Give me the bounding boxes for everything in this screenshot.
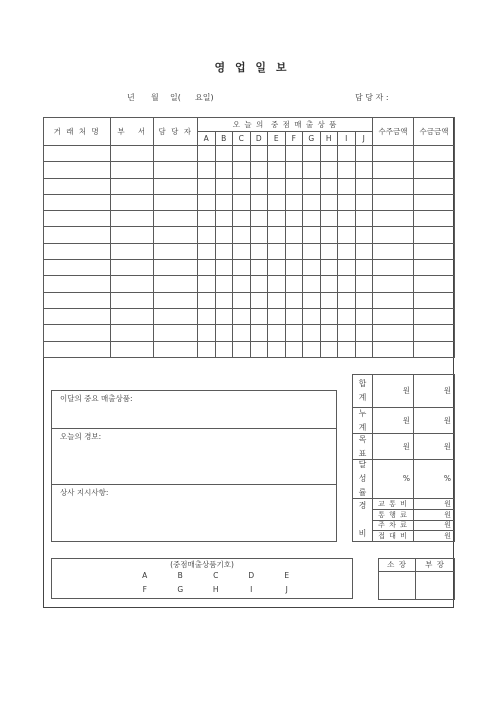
manager-header: 담 당 자 bbox=[154, 118, 198, 146]
product-cell-j bbox=[355, 243, 373, 259]
product-cell-b bbox=[215, 243, 233, 259]
product-cell-e bbox=[268, 243, 286, 259]
product-cell-a bbox=[198, 276, 216, 292]
product-cell-c bbox=[233, 276, 251, 292]
product-cell-j bbox=[355, 308, 373, 324]
product-cell-f bbox=[285, 243, 303, 259]
table-row bbox=[44, 292, 455, 308]
legend-code: G bbox=[177, 585, 184, 594]
target-order-unit: 원 bbox=[373, 434, 414, 460]
department-header: 부 서 bbox=[111, 118, 154, 146]
manager-cell bbox=[154, 211, 198, 227]
total-collection-unit: 원 bbox=[414, 375, 455, 408]
expense-name: 교 통 비 bbox=[373, 499, 414, 510]
approval-header-row bbox=[379, 559, 455, 572]
client-cell bbox=[44, 341, 111, 357]
product-cell-e bbox=[268, 227, 286, 243]
department-cell bbox=[111, 325, 154, 341]
product-cell-e bbox=[268, 308, 286, 324]
product-cell-f bbox=[285, 292, 303, 308]
expense-unit: 원 bbox=[414, 531, 455, 542]
table-row bbox=[44, 178, 455, 194]
collection-amount-cell bbox=[414, 341, 455, 357]
product-code-e: E bbox=[268, 132, 286, 146]
collection-amount-cell bbox=[414, 292, 455, 308]
table-row bbox=[44, 227, 455, 243]
collection-amount-cell bbox=[414, 325, 455, 341]
manager-label: 담 당 자 : bbox=[355, 93, 389, 102]
product-code-f: F bbox=[285, 132, 303, 146]
product-cell-c bbox=[233, 341, 251, 357]
client-cell bbox=[44, 292, 111, 308]
product-cell-e bbox=[268, 260, 286, 276]
product-cell-c bbox=[233, 325, 251, 341]
achievement-rate-order-unit: % bbox=[373, 460, 414, 499]
collection-amount-cell bbox=[414, 276, 455, 292]
client-cell bbox=[44, 243, 111, 259]
product-cell-a bbox=[198, 146, 216, 162]
product-cell-j bbox=[355, 276, 373, 292]
expense-unit: 원 bbox=[414, 509, 455, 520]
product-cell-a bbox=[198, 178, 216, 194]
product-cell-c bbox=[233, 178, 251, 194]
client-cell bbox=[44, 162, 111, 178]
product-cell-a bbox=[198, 162, 216, 178]
product-cell-j bbox=[355, 325, 373, 341]
achievement-rate-row bbox=[353, 460, 455, 499]
target-label: 목표 bbox=[358, 434, 367, 458]
client-cell bbox=[44, 325, 111, 341]
collection-amount-cell bbox=[414, 227, 455, 243]
target-collection-unit: 원 bbox=[414, 434, 455, 460]
product-code-a: A bbox=[198, 132, 216, 146]
department-cell bbox=[111, 178, 154, 194]
product-cell-c bbox=[233, 227, 251, 243]
department-cell bbox=[111, 162, 154, 178]
product-cell-h bbox=[320, 194, 338, 210]
legend-code: J bbox=[285, 585, 288, 594]
product-cell-b bbox=[215, 146, 233, 162]
product-cell-f bbox=[285, 341, 303, 357]
collection-amount-cell bbox=[414, 146, 455, 162]
order-amount-cell bbox=[373, 243, 414, 259]
product-cell-g bbox=[303, 341, 321, 357]
expense-label-cell bbox=[353, 499, 373, 542]
manager-cell bbox=[154, 260, 198, 276]
product-cell-h bbox=[320, 146, 338, 162]
department-cell bbox=[111, 260, 154, 276]
order-amount-cell bbox=[373, 341, 414, 357]
target-label-cell bbox=[353, 434, 373, 460]
product-cell-d bbox=[250, 341, 268, 357]
manager-cell bbox=[154, 341, 198, 357]
product-cell-b bbox=[215, 276, 233, 292]
collection-amount-cell bbox=[414, 178, 455, 194]
product-cell-d bbox=[250, 292, 268, 308]
product-code-d: D bbox=[250, 132, 268, 146]
department-cell bbox=[111, 243, 154, 259]
manager-cell bbox=[154, 308, 198, 324]
product-cell-b bbox=[215, 341, 233, 357]
product-cell-d bbox=[250, 243, 268, 259]
product-code-g: G bbox=[303, 132, 321, 146]
ledger-body bbox=[44, 146, 455, 358]
order-amount-cell bbox=[373, 308, 414, 324]
product-cell-b bbox=[215, 211, 233, 227]
table-row bbox=[44, 341, 455, 357]
order-amount-cell bbox=[373, 211, 414, 227]
legend-code-row bbox=[127, 585, 305, 595]
product-cell-f bbox=[285, 227, 303, 243]
product-cell-i bbox=[338, 292, 356, 308]
collection-amount-cell bbox=[414, 260, 455, 276]
product-code-h: H bbox=[320, 132, 338, 146]
approval-sign-row bbox=[379, 572, 455, 600]
product-code-j: J bbox=[355, 132, 373, 146]
product-cell-d bbox=[250, 211, 268, 227]
todays-alert-section bbox=[52, 429, 336, 485]
product-cell-i bbox=[338, 178, 356, 194]
legend-title: (중점매출상품기호) bbox=[170, 560, 234, 569]
product-cell-h bbox=[320, 308, 338, 324]
target-row bbox=[353, 434, 455, 460]
manager-cell bbox=[154, 292, 198, 308]
product-cell-h bbox=[320, 162, 338, 178]
product-cell-e bbox=[268, 162, 286, 178]
manager-cell bbox=[154, 162, 198, 178]
product-cell-b bbox=[215, 178, 233, 194]
product-cell-d bbox=[250, 227, 268, 243]
product-cell-g bbox=[303, 325, 321, 341]
order-amount-cell bbox=[373, 194, 414, 210]
product-cell-e bbox=[268, 292, 286, 308]
manager-cell bbox=[154, 276, 198, 292]
product-cell-b bbox=[215, 260, 233, 276]
department-cell bbox=[111, 292, 154, 308]
product-cell-e bbox=[268, 325, 286, 341]
product-cell-g bbox=[303, 260, 321, 276]
achievement-rate-collection-unit: % bbox=[414, 460, 455, 499]
legend-code: H bbox=[212, 585, 219, 594]
product-cell-a bbox=[198, 341, 216, 357]
product-cell-h bbox=[320, 178, 338, 194]
expense-unit: 원 bbox=[414, 499, 455, 510]
product-cell-d bbox=[250, 194, 268, 210]
product-cell-j bbox=[355, 211, 373, 227]
key-products-header: 오 늘 의 중 점 매 출 상 품 bbox=[198, 118, 373, 132]
product-cell-a bbox=[198, 227, 216, 243]
product-cell-d bbox=[250, 325, 268, 341]
sales-ledger-table bbox=[43, 117, 455, 358]
product-cell-g bbox=[303, 211, 321, 227]
department-cell bbox=[111, 146, 154, 162]
weekday-label: 요일) bbox=[195, 93, 214, 102]
product-cell-g bbox=[303, 308, 321, 324]
monthly-key-products-section bbox=[52, 391, 336, 429]
expense-name: 통 행 료 bbox=[373, 509, 414, 520]
product-cell-i bbox=[338, 162, 356, 178]
collection-amount-cell bbox=[414, 308, 455, 324]
approval-table bbox=[378, 558, 455, 600]
table-row bbox=[44, 146, 455, 162]
legend-code: C bbox=[213, 571, 219, 580]
legend-code: E bbox=[284, 571, 290, 580]
department-cell bbox=[111, 308, 154, 324]
product-cell-i bbox=[338, 308, 356, 324]
legend-code: D bbox=[248, 571, 255, 580]
product-cell-h bbox=[320, 243, 338, 259]
product-cell-d bbox=[250, 260, 268, 276]
total-order-unit: 원 bbox=[373, 375, 414, 408]
client-cell bbox=[44, 211, 111, 227]
total-row bbox=[353, 375, 455, 408]
table-row bbox=[44, 162, 455, 178]
legend-code: A bbox=[142, 571, 148, 580]
product-cell-i bbox=[338, 325, 356, 341]
table-row bbox=[44, 276, 455, 292]
manager-cell bbox=[154, 194, 198, 210]
todays-alert-label: 오늘의 경보: bbox=[60, 432, 102, 441]
supervisor-instructions-label: 상사 지시사항: bbox=[60, 488, 109, 497]
manager-cell bbox=[154, 243, 198, 259]
product-cell-i bbox=[338, 260, 356, 276]
product-cell-f bbox=[285, 194, 303, 210]
product-cell-a bbox=[198, 260, 216, 276]
product-cell-f bbox=[285, 308, 303, 324]
product-cell-e bbox=[268, 276, 286, 292]
department-cell bbox=[111, 341, 154, 357]
client-cell bbox=[44, 308, 111, 324]
product-cell-e bbox=[268, 146, 286, 162]
cumulative-row bbox=[353, 408, 455, 434]
table-row bbox=[44, 211, 455, 227]
product-cell-c bbox=[233, 292, 251, 308]
month-label: 월 bbox=[151, 93, 159, 102]
product-cell-i bbox=[338, 227, 356, 243]
total-label: 합계 bbox=[358, 379, 367, 402]
product-cell-a bbox=[198, 308, 216, 324]
product-cell-g bbox=[303, 146, 321, 162]
product-cell-h bbox=[320, 260, 338, 276]
product-cell-b bbox=[215, 292, 233, 308]
table-row bbox=[44, 194, 455, 210]
client-header: 거 래 처 명 bbox=[44, 118, 111, 146]
sales-summary-table bbox=[352, 374, 455, 542]
product-cell-f bbox=[285, 162, 303, 178]
cumulative-label: 누계 bbox=[358, 408, 367, 432]
order-amount-cell bbox=[373, 325, 414, 341]
product-cell-f bbox=[285, 178, 303, 194]
product-cell-h bbox=[320, 325, 338, 341]
order-amount-cell bbox=[373, 260, 414, 276]
product-cell-g bbox=[303, 227, 321, 243]
director-sign-box bbox=[379, 572, 416, 600]
table-row bbox=[44, 325, 455, 341]
product-cell-d bbox=[250, 178, 268, 194]
cumulative-label-cell bbox=[353, 408, 373, 434]
client-cell bbox=[44, 194, 111, 210]
product-cell-d bbox=[250, 146, 268, 162]
product-cell-g bbox=[303, 178, 321, 194]
product-code-b: B bbox=[215, 132, 233, 146]
department-cell bbox=[111, 211, 154, 227]
expense-name: 주 차 료 bbox=[373, 520, 414, 531]
product-cell-a bbox=[198, 243, 216, 259]
product-cell-f bbox=[285, 325, 303, 341]
expense-label: 경비 bbox=[358, 501, 367, 538]
table-row bbox=[44, 243, 455, 259]
product-cell-a bbox=[198, 325, 216, 341]
day-label: 일( bbox=[170, 93, 181, 102]
product-cell-e bbox=[268, 211, 286, 227]
expense-name: 접 대 비 bbox=[373, 531, 414, 542]
legend-code: B bbox=[177, 571, 183, 580]
client-cell bbox=[44, 260, 111, 276]
product-cell-f bbox=[285, 260, 303, 276]
product-cell-a bbox=[198, 292, 216, 308]
product-cell-c bbox=[233, 146, 251, 162]
manager-head-header: 부 장 bbox=[416, 559, 455, 572]
product-cell-j bbox=[355, 162, 373, 178]
product-cell-i bbox=[338, 211, 356, 227]
collection-amount-cell bbox=[414, 162, 455, 178]
department-cell bbox=[111, 194, 154, 210]
product-cell-g bbox=[303, 292, 321, 308]
product-cell-c bbox=[233, 243, 251, 259]
legend-code: I bbox=[250, 585, 253, 594]
product-cell-a bbox=[198, 211, 216, 227]
product-cell-a bbox=[198, 194, 216, 210]
product-cell-c bbox=[233, 211, 251, 227]
collection-amount-cell bbox=[414, 243, 455, 259]
product-cell-d bbox=[250, 276, 268, 292]
product-code-legend bbox=[51, 558, 353, 599]
table-row bbox=[44, 308, 455, 324]
order-amount-cell bbox=[373, 178, 414, 194]
product-cell-c bbox=[233, 162, 251, 178]
order-amount-header: 수주금액 bbox=[373, 118, 414, 146]
product-cell-j bbox=[355, 260, 373, 276]
order-amount-cell bbox=[373, 276, 414, 292]
product-cell-c bbox=[233, 260, 251, 276]
product-cell-i bbox=[338, 243, 356, 259]
product-cell-i bbox=[338, 341, 356, 357]
client-cell bbox=[44, 276, 111, 292]
achievement-rate-label-cell bbox=[353, 460, 373, 499]
product-cell-j bbox=[355, 178, 373, 194]
product-cell-h bbox=[320, 227, 338, 243]
cumulative-order-unit: 원 bbox=[373, 408, 414, 434]
product-cell-j bbox=[355, 146, 373, 162]
expense-unit: 원 bbox=[414, 520, 455, 531]
notes-box bbox=[51, 390, 337, 542]
product-cell-j bbox=[355, 292, 373, 308]
supervisor-instructions-section bbox=[52, 485, 336, 541]
cumulative-collection-unit: 원 bbox=[414, 408, 455, 434]
collection-amount-cell bbox=[414, 211, 455, 227]
order-amount-cell bbox=[373, 292, 414, 308]
product-cell-d bbox=[250, 308, 268, 324]
product-cell-g bbox=[303, 243, 321, 259]
client-cell bbox=[44, 146, 111, 162]
manager-cell bbox=[154, 178, 198, 194]
product-cell-i bbox=[338, 146, 356, 162]
product-cell-b bbox=[215, 325, 233, 341]
department-cell bbox=[111, 227, 154, 243]
client-cell bbox=[44, 227, 111, 243]
product-cell-j bbox=[355, 227, 373, 243]
manager-cell bbox=[154, 227, 198, 243]
product-cell-g bbox=[303, 194, 321, 210]
table-row bbox=[44, 260, 455, 276]
order-amount-cell bbox=[373, 146, 414, 162]
product-cell-f bbox=[285, 146, 303, 162]
product-cell-h bbox=[320, 341, 338, 357]
product-cell-b bbox=[215, 308, 233, 324]
product-cell-b bbox=[215, 227, 233, 243]
manager-cell bbox=[154, 325, 198, 341]
product-cell-e bbox=[268, 194, 286, 210]
product-cell-i bbox=[338, 194, 356, 210]
total-label-cell bbox=[353, 375, 373, 408]
manager-head-sign-box bbox=[416, 572, 455, 600]
expense-row bbox=[353, 499, 455, 510]
product-cell-c bbox=[233, 308, 251, 324]
monthly-key-products-label: 이달의 중요 매출상품: bbox=[60, 394, 133, 403]
order-amount-cell bbox=[373, 227, 414, 243]
product-cell-b bbox=[215, 162, 233, 178]
header-row bbox=[44, 118, 455, 132]
product-cell-d bbox=[250, 162, 268, 178]
page-title: 영 업 일 보 bbox=[214, 61, 290, 74]
collection-amount-cell bbox=[414, 194, 455, 210]
collection-amount-header: 수금금액 bbox=[414, 118, 455, 146]
product-cell-i bbox=[338, 276, 356, 292]
product-cell-e bbox=[268, 178, 286, 194]
product-code-c: C bbox=[233, 132, 251, 146]
product-cell-j bbox=[355, 194, 373, 210]
product-code-i: I bbox=[338, 132, 356, 146]
order-amount-cell bbox=[373, 162, 414, 178]
legend-code: F bbox=[142, 585, 147, 594]
manager-cell bbox=[154, 146, 198, 162]
legend-code-row bbox=[127, 571, 305, 581]
product-cell-b bbox=[215, 194, 233, 210]
product-cell-c bbox=[233, 194, 251, 210]
product-cell-g bbox=[303, 162, 321, 178]
client-cell bbox=[44, 178, 111, 194]
product-cell-h bbox=[320, 276, 338, 292]
director-header: 소 장 bbox=[379, 559, 416, 572]
product-cell-j bbox=[355, 341, 373, 357]
product-cell-f bbox=[285, 211, 303, 227]
product-cell-h bbox=[320, 211, 338, 227]
product-cell-h bbox=[320, 292, 338, 308]
product-cell-g bbox=[303, 276, 321, 292]
year-label: 년 bbox=[127, 93, 135, 102]
department-cell bbox=[111, 276, 154, 292]
achievement-rate-label: 달성률 bbox=[358, 460, 367, 497]
product-cell-e bbox=[268, 341, 286, 357]
product-cell-f bbox=[285, 276, 303, 292]
